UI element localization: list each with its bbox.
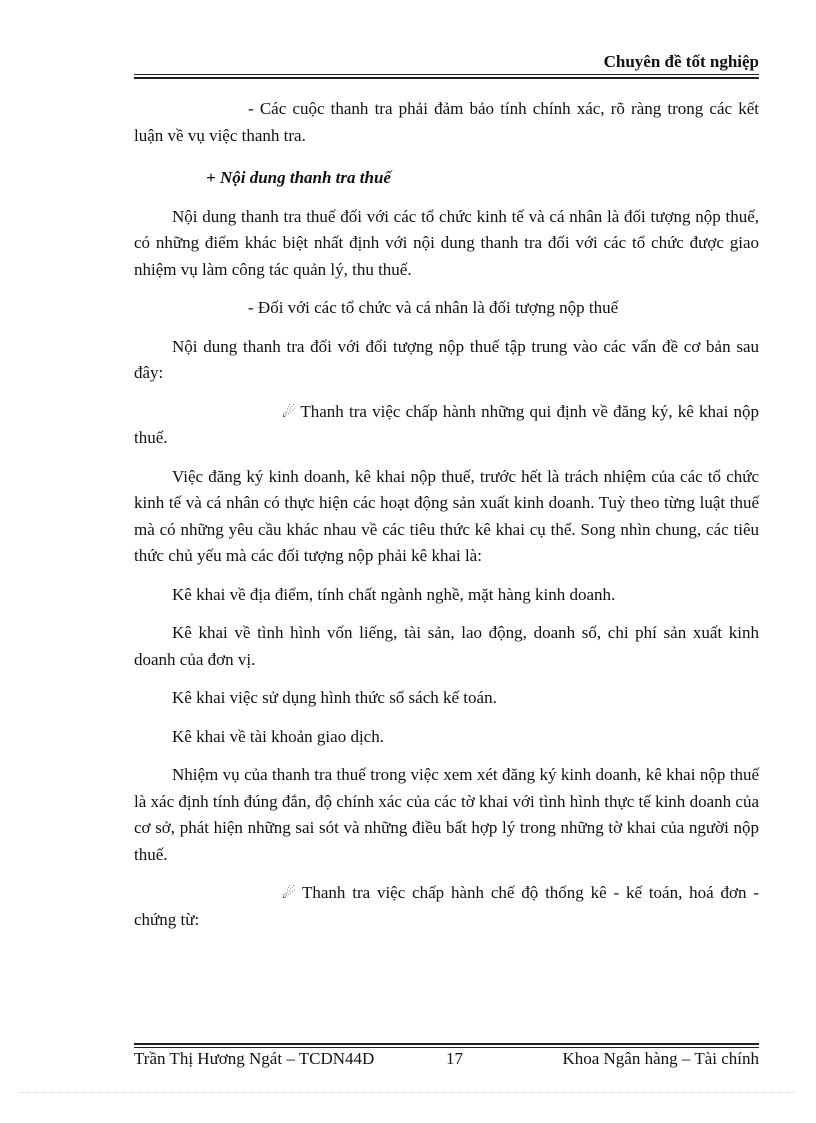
page-boundary: [20, 1092, 796, 1093]
header-title: Chuyên đề tốt nghiệp: [603, 52, 759, 71]
paragraph-taxpayer-heading: - Đối với các tổ chức và cá nhân là đối tượng nộp thuế: [248, 298, 619, 317]
paragraph-content-intro: Nội dung thanh tra thuế đối với các tổ chức kinh tế và cá nhân là đối tượng nộp thuế, có những điểm khác biệt nhất định với nội dung thanh tra đối với các tổ chức được giao nhiệm vụ làm công tác quản lý, thu thuế.: [134, 206, 759, 279]
paragraph-accuracy: - Các cuộc thanh tra phải đảm bảo tính chính xác, rõ ràng trong các kết luận về vụ việc thanh tra.: [134, 99, 759, 145]
paragraph-registration-detail: Việc đăng ký kinh doanh, kê khai nộp thuế, trước hết là trách nhiệm của các tổ chức kinh tế và cá nhân có thực hiện các hoạt động sản xuất kinh doanh. Tuỳ theo từng luật thuế mà có những yêu cầu khác nhau về các tiêu thức kê khai cụ thể. Song nhìn chung, các tiêu thức chủ yếu mà các đối tượng nộp phải kê khai là:: [134, 466, 759, 565]
paragraph-focus: Nội dung thanh tra đối với đối tượng nộp thuế tập trung vào các vấn đề cơ bản sau đây:: [134, 336, 759, 382]
paragraph-inspection-task: Nhiệm vụ của thanh tra thuế trong việc xem xét đăng ký kinh doanh, kê khai nộp thuế là xác định tính đúng đắn, độ chính xác của các tờ khai với tình hình thực tế kinh doanh của cơ sở, phát hiện những sai sót và những điều bất hợp lý trong những tờ khai của người nộp thuế.: [134, 765, 759, 864]
footer-author: Trần Thị Hương Ngát – TCDN44D: [134, 1049, 375, 1068]
heading-text: Nội dung thanh tra thuế: [219, 168, 391, 187]
document-body: [134, 96, 759, 933]
paragraph-declare-location: Kê khai về địa điểm, tính chất ngành nghề, mặt hàng kinh doanh.: [172, 584, 616, 604]
footer-rule-thin: [134, 1047, 759, 1048]
bullet-icon: ☄: [282, 402, 296, 421]
header-rule-thick: [134, 77, 759, 79]
header-rule-thin: [134, 74, 759, 75]
bullet-registration-text: Thanh tra việc chấp hành những qui định về đăng ký, kê khai nộp thuế.: [134, 401, 759, 447]
section-heading: [206, 165, 759, 192]
heading-prefix: +: [206, 168, 220, 187]
footer-page-number: 17: [446, 1049, 463, 1068]
paragraph-declare-account: Kê khai về tài khoản giao dịch.: [172, 726, 384, 746]
footer-rule-thick: [134, 1043, 759, 1045]
bullet-accounting: [134, 880, 759, 933]
bullet-registration: [134, 399, 759, 452]
paragraph-declare-capital: Kê khai về tình hình vốn liếng, tài sản, lao động, doanh số, chi phí sản xuất kinh doanh của đơn vị.: [134, 623, 759, 669]
bullet-icon: ☄: [282, 884, 296, 902]
bullet-accounting-text: Thanh tra việc chấp hành chế độ thống kê - kế toán, hoá đơn - chứng từ:: [134, 883, 759, 929]
paragraph-declare-accounting: Kê khai việc sử dụng hình thức sổ sách kế toán.: [172, 688, 497, 707]
footer-department: Khoa Ngân hàng – Tài chính: [562, 1049, 759, 1068]
